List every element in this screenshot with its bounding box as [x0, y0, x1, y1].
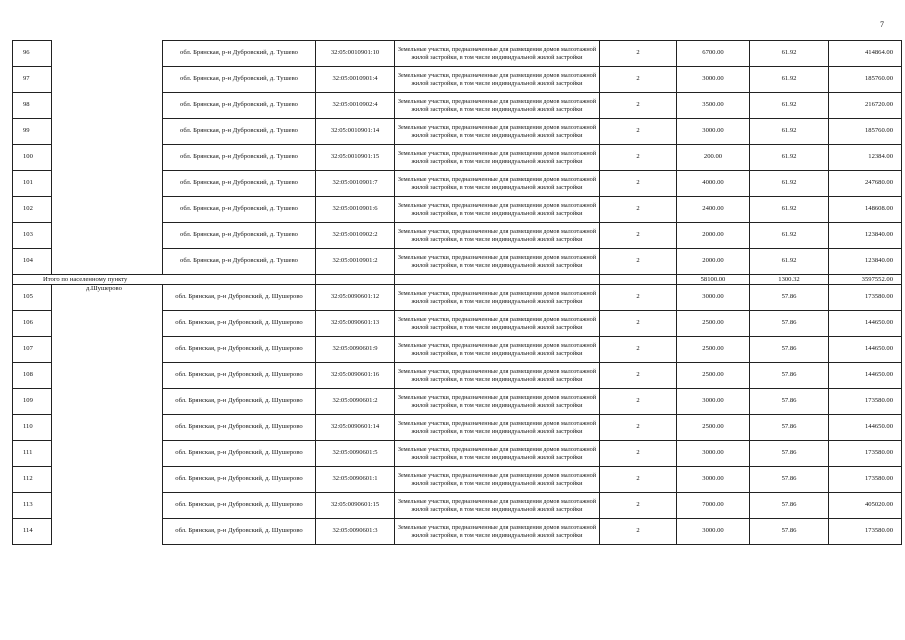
total-rate: 1300.32 [750, 275, 829, 285]
settlement-cell [52, 467, 163, 493]
row-number: 97 [13, 67, 52, 93]
address-cell: обл. Брянская, р-н Дубровский, д. Шушерово [163, 467, 316, 493]
zone-cell: 2 [600, 249, 677, 275]
cadastral-number-cell: 32:05:0090601:2 [316, 389, 395, 415]
value-cell: 144650.00 [829, 311, 902, 337]
settlement-cell [52, 311, 163, 337]
settlement-cell [52, 389, 163, 415]
area-cell: 3000.00 [677, 67, 750, 93]
row-number: 100 [13, 145, 52, 171]
table-row [13, 467, 902, 493]
value-cell: 185760.00 [829, 67, 902, 93]
zone-cell: 2 [600, 119, 677, 145]
row-number: 113 [13, 493, 52, 519]
land-use-cell: Земельные участки, предназначенные для размещения домов малоэтажной жилой застройки, в том числе индивидуальной жилой застройки [395, 41, 600, 67]
table-row [13, 337, 902, 363]
area-cell: 7000.00 [677, 493, 750, 519]
zone-cell: 2 [600, 363, 677, 389]
row-number: 99 [13, 119, 52, 145]
zone-cell: 2 [600, 145, 677, 171]
value-cell: 247680.00 [829, 171, 902, 197]
settlement-cell [52, 145, 163, 171]
zone-cell: 2 [600, 197, 677, 223]
zone-cell: 2 [600, 337, 677, 363]
rate-cell: 61.92 [750, 197, 829, 223]
settlement-cell [52, 223, 163, 249]
rate-cell: 57.86 [750, 337, 829, 363]
address-cell: обл. Брянская, р-н Дубровский, д. Тушево [163, 197, 316, 223]
row-number: 101 [13, 171, 52, 197]
table-row [13, 389, 902, 415]
address-cell: обл. Брянская, р-н Дубровский, д. Шушерово [163, 519, 316, 545]
value-cell: 216720.00 [829, 93, 902, 119]
row-number: 96 [13, 41, 52, 67]
row-number: 103 [13, 223, 52, 249]
settlement-cell [52, 119, 163, 145]
land-use-cell: Земельные участки, предназначенные для размещения домов малоэтажной жилой застройки, в том числе индивидуальной жилой застройки [395, 467, 600, 493]
table-row [13, 311, 902, 337]
row-number: 112 [13, 467, 52, 493]
area-cell: 3000.00 [677, 285, 750, 311]
settlement-cell [52, 93, 163, 119]
row-number: 105 [13, 285, 52, 311]
total-area: 58100.00 [677, 275, 750, 285]
land-use-cell: Земельные участки, предназначенные для размещения домов малоэтажной жилой застройки, в том числе индивидуальной жилой застройки [395, 415, 600, 441]
land-use-cell: Земельные участки, предназначенные для размещения домов малоэтажной жилой застройки, в том числе индивидуальной жилой застройки [395, 441, 600, 467]
rate-cell: 61.92 [750, 41, 829, 67]
land-use-cell: Земельные участки, предназначенные для размещения домов малоэтажной жилой застройки, в том числе индивидуальной жилой застройки [395, 171, 600, 197]
area-cell: 2500.00 [677, 415, 750, 441]
rate-cell: 61.92 [750, 171, 829, 197]
settlement-total-row [13, 275, 902, 285]
rate-cell: 61.92 [750, 145, 829, 171]
settlement-cell [52, 493, 163, 519]
land-use-cell: Земельные участки, предназначенные для размещения домов малоэтажной жилой застройки, в том числе индивидуальной жилой застройки [395, 519, 600, 545]
rate-cell: 57.86 [750, 493, 829, 519]
address-cell: обл. Брянская, р-н Дубровский, д. Тушево [163, 171, 316, 197]
cadastral-number-cell: 32:05:0090601:9 [316, 337, 395, 363]
address-cell: обл. Брянская, р-н Дубровский, д. Тушево [163, 249, 316, 275]
cadastral-number-cell: 32:05:0090601:16 [316, 363, 395, 389]
cadastral-number-cell: 32:05:0090601:13 [316, 311, 395, 337]
land-use-cell: Земельные участки, предназначенные для размещения домов малоэтажной жилой застройки, в том числе индивидуальной жилой застройки [395, 249, 600, 275]
address-cell: обл. Брянская, р-н Дубровский, д. Шушерово [163, 493, 316, 519]
land-use-cell: Земельные участки, предназначенные для размещения домов малоэтажной жилой застройки, в том числе индивидуальной жилой застройки [395, 363, 600, 389]
land-use-cell: Земельные участки, предназначенные для размещения домов малоэтажной жилой застройки, в том числе индивидуальной жилой застройки [395, 223, 600, 249]
cadastral-number-cell: 32:05:0010902:2 [316, 223, 395, 249]
area-cell: 3000.00 [677, 119, 750, 145]
table-row [13, 67, 902, 93]
table-row [13, 493, 902, 519]
total-label: Итого по населенному пункту [13, 275, 316, 285]
table-row [13, 249, 902, 275]
area-cell: 3000.00 [677, 519, 750, 545]
table-row [13, 197, 902, 223]
settlement-cell [52, 519, 163, 545]
land-use-cell: Земельные участки, предназначенные для размещения домов малоэтажной жилой застройки, в том числе индивидуальной жилой застройки [395, 389, 600, 415]
value-cell: 144650.00 [829, 363, 902, 389]
table-section-tushevo [13, 41, 902, 275]
settlement-cell [52, 67, 163, 93]
table-row [13, 223, 902, 249]
row-number: 108 [13, 363, 52, 389]
row-number: 106 [13, 311, 52, 337]
settlement-cell [52, 415, 163, 441]
area-cell: 2500.00 [677, 311, 750, 337]
table-row [13, 145, 902, 171]
value-cell: 123840.00 [829, 223, 902, 249]
value-cell: 414864.00 [829, 41, 902, 67]
rate-cell: 61.92 [750, 223, 829, 249]
page-number: 7 [880, 20, 884, 29]
address-cell: обл. Брянская, р-н Дубровский, д. Тушево [163, 119, 316, 145]
address-cell: обл. Брянская, р-н Дубровский, д. Шушерово [163, 337, 316, 363]
value-cell: 144650.00 [829, 337, 902, 363]
settlement-cell [52, 197, 163, 223]
settlement-cell [52, 441, 163, 467]
row-number: 104 [13, 249, 52, 275]
zone-cell: 2 [600, 415, 677, 441]
cadastral-number-cell: 32:05:0010901:2 [316, 249, 395, 275]
settlement-cell [52, 41, 163, 67]
land-use-cell: Земельные участки, предназначенные для размещения домов малоэтажной жилой застройки, в том числе индивидуальной жилой застройки [395, 311, 600, 337]
zone-cell: 2 [600, 441, 677, 467]
cadastral-number-cell: 32:05:0010901:7 [316, 171, 395, 197]
zone-cell: 2 [600, 389, 677, 415]
area-cell: 2500.00 [677, 337, 750, 363]
value-cell: 185760.00 [829, 119, 902, 145]
value-cell: 123840.00 [829, 249, 902, 275]
total-empty-zone [600, 275, 677, 285]
rate-cell: 57.86 [750, 519, 829, 545]
area-cell: 2400.00 [677, 197, 750, 223]
zone-cell: 2 [600, 493, 677, 519]
cadastral-number-cell: 32:05:0010901:10 [316, 41, 395, 67]
settlement-cell: д.Шушерово [52, 285, 163, 311]
cadastral-number-cell: 32:05:0010901:6 [316, 197, 395, 223]
cadastral-number-cell: 32:05:0010902:4 [316, 93, 395, 119]
area-cell: 4000.00 [677, 171, 750, 197]
settlement-cell [52, 337, 163, 363]
zone-cell: 2 [600, 171, 677, 197]
cadastral-number-cell: 32:05:0090601:1 [316, 467, 395, 493]
area-cell: 2500.00 [677, 363, 750, 389]
land-use-cell: Земельные участки, предназначенные для размещения домов малоэтажной жилой застройки, в том числе индивидуальной жилой застройки [395, 145, 600, 171]
area-cell: 3000.00 [677, 441, 750, 467]
rate-cell: 61.92 [750, 67, 829, 93]
row-number: 114 [13, 519, 52, 545]
table-row [13, 93, 902, 119]
value-cell: 173580.00 [829, 441, 902, 467]
rate-cell: 57.86 [750, 363, 829, 389]
row-number: 110 [13, 415, 52, 441]
table-row [13, 119, 902, 145]
area-cell: 6700.00 [677, 41, 750, 67]
total-empty-cad [316, 275, 395, 285]
cadastral-number-cell: 32:05:0090601:15 [316, 493, 395, 519]
land-use-cell: Земельные участки, предназначенные для размещения домов малоэтажной жилой застройки, в том числе индивидуальной жилой застройки [395, 493, 600, 519]
value-cell: 173580.00 [829, 285, 902, 311]
table-row [13, 171, 902, 197]
address-cell: обл. Брянская, р-н Дубровский, д. Тушево [163, 41, 316, 67]
rate-cell: 61.92 [750, 249, 829, 275]
settlement-cell [52, 363, 163, 389]
land-use-cell: Земельные участки, предназначенные для размещения домов малоэтажной жилой застройки, в том числе индивидуальной жилой застройки [395, 197, 600, 223]
total-empty-use [395, 275, 600, 285]
table-row [13, 519, 902, 545]
cadastral-number-cell: 32:05:0010901:4 [316, 67, 395, 93]
cadastral-table [12, 40, 902, 545]
address-cell: обл. Брянская, р-н Дубровский, д. Шушерово [163, 311, 316, 337]
rate-cell: 57.86 [750, 441, 829, 467]
value-cell: 144650.00 [829, 415, 902, 441]
rate-cell: 57.86 [750, 415, 829, 441]
area-cell: 2000.00 [677, 249, 750, 275]
value-cell: 148608.00 [829, 197, 902, 223]
address-cell: обл. Брянская, р-н Дубровский, д. Тушево [163, 67, 316, 93]
cadastral-number-cell: 32:05:0090601:12 [316, 285, 395, 311]
table-row [13, 285, 902, 311]
value-cell: 405020.00 [829, 493, 902, 519]
land-use-cell: Земельные участки, предназначенные для размещения домов малоэтажной жилой застройки, в том числе индивидуальной жилой застройки [395, 119, 600, 145]
row-number: 102 [13, 197, 52, 223]
rate-cell: 57.86 [750, 285, 829, 311]
rate-cell: 57.86 [750, 311, 829, 337]
zone-cell: 2 [600, 467, 677, 493]
settlement-cell [52, 171, 163, 197]
address-cell: обл. Брянская, р-н Дубровский, д. Шушерово [163, 441, 316, 467]
zone-cell: 2 [600, 67, 677, 93]
area-cell: 3000.00 [677, 389, 750, 415]
address-cell: обл. Брянская, р-н Дубровский, д. Тушево [163, 93, 316, 119]
land-use-cell: Земельные участки, предназначенные для размещения домов малоэтажной жилой застройки, в том числе индивидуальной жилой застройки [395, 67, 600, 93]
address-cell: обл. Брянская, р-н Дубровский, д. Шушерово [163, 415, 316, 441]
zone-cell: 2 [600, 41, 677, 67]
area-cell: 3500.00 [677, 93, 750, 119]
land-use-cell: Земельные участки, предназначенные для размещения домов малоэтажной жилой застройки, в том числе индивидуальной жилой застройки [395, 337, 600, 363]
area-cell: 2000.00 [677, 223, 750, 249]
cadastral-number-cell: 32:05:0010901:15 [316, 145, 395, 171]
table-row [13, 441, 902, 467]
address-cell: обл. Брянская, р-н Дубровский, д. Тушево [163, 145, 316, 171]
rate-cell: 61.92 [750, 93, 829, 119]
cadastral-number-cell: 32:05:0090601:3 [316, 519, 395, 545]
rate-cell: 61.92 [750, 119, 829, 145]
row-number: 109 [13, 389, 52, 415]
table-row [13, 41, 902, 67]
address-cell: обл. Брянская, р-н Дубровский, д. Шушерово [163, 285, 316, 311]
cadastral-number-cell: 32:05:0010901:14 [316, 119, 395, 145]
value-cell: 173580.00 [829, 467, 902, 493]
table-section-shusherovo [13, 285, 902, 545]
area-cell: 200.00 [677, 145, 750, 171]
zone-cell: 2 [600, 93, 677, 119]
zone-cell: 2 [600, 285, 677, 311]
cadastral-number-cell: 32:05:0090601:14 [316, 415, 395, 441]
value-cell: 173580.00 [829, 389, 902, 415]
cadastral-number-cell: 32:05:0090601:5 [316, 441, 395, 467]
table-total-section [13, 275, 902, 285]
row-number: 98 [13, 93, 52, 119]
address-cell: обл. Брянская, р-н Дубровский, д. Шушерово [163, 389, 316, 415]
zone-cell: 2 [600, 311, 677, 337]
settlement-cell [52, 249, 163, 275]
value-cell: 12384.00 [829, 145, 902, 171]
row-number: 107 [13, 337, 52, 363]
land-use-cell: Земельные участки, предназначенные для размещения домов малоэтажной жилой застройки, в том числе индивидуальной жилой застройки [395, 93, 600, 119]
table-row [13, 415, 902, 441]
zone-cell: 2 [600, 223, 677, 249]
area-cell: 3000.00 [677, 467, 750, 493]
value-cell: 173580.00 [829, 519, 902, 545]
land-use-cell: Земельные участки, предназначенные для размещения домов малоэтажной жилой застройки, в том числе индивидуальной жилой застройки [395, 285, 600, 311]
table-row [13, 363, 902, 389]
zone-cell: 2 [600, 519, 677, 545]
address-cell: обл. Брянская, р-н Дубровский, д. Тушево [163, 223, 316, 249]
address-cell: обл. Брянская, р-н Дубровский, д. Шушерово [163, 363, 316, 389]
rate-cell: 57.86 [750, 389, 829, 415]
rate-cell: 57.86 [750, 467, 829, 493]
total-value: 3597552.00 [829, 275, 902, 285]
row-number: 111 [13, 441, 52, 467]
